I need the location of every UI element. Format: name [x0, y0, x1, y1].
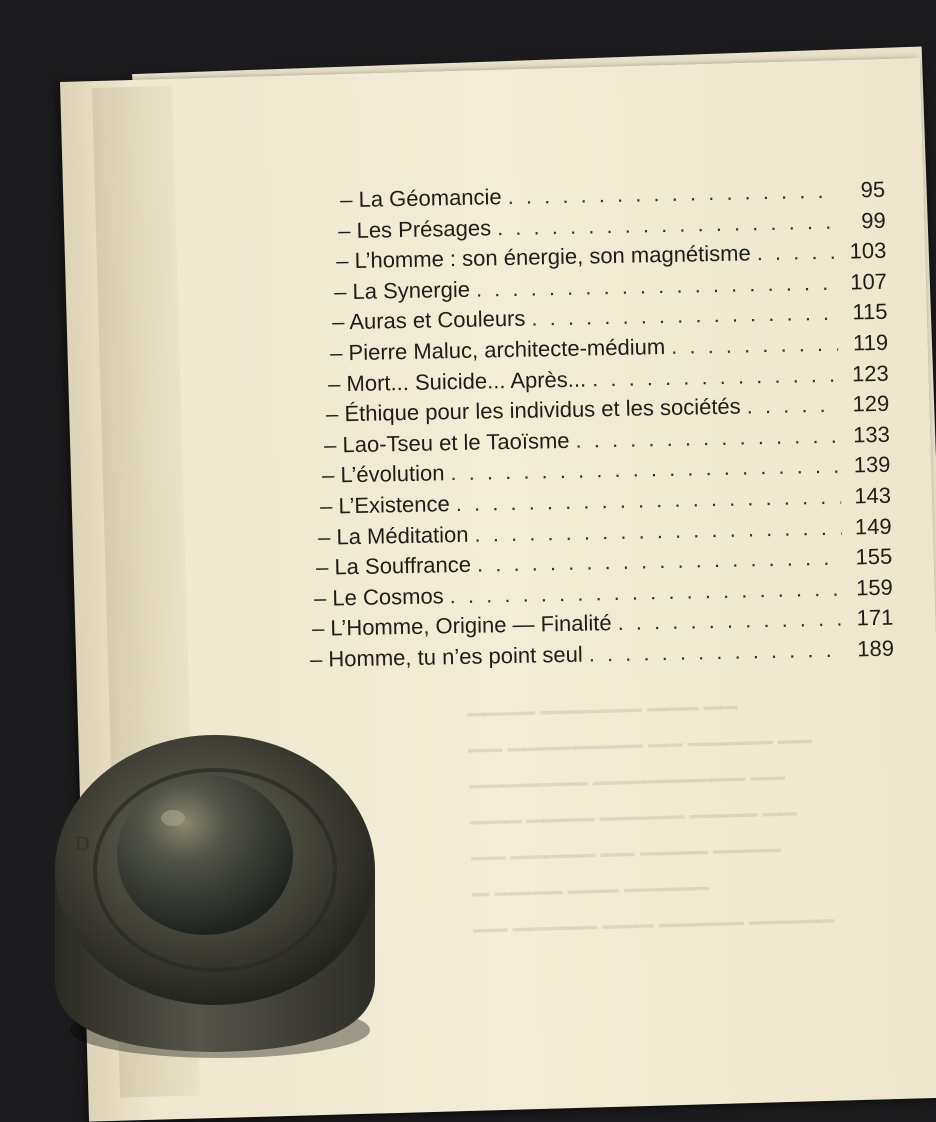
- toc-leader-dots: [531, 300, 838, 332]
- toc-entry-title: – L’homme : son énergie, son magnétisme: [335, 240, 751, 274]
- toc-leader-dots: [497, 208, 836, 240]
- toc-leader-dots: [592, 361, 839, 392]
- toc-entry-page: 123: [851, 360, 889, 386]
- toc-leader-dots: [507, 178, 835, 210]
- toc-entry-title: – Homme, tu n’es point seul: [309, 641, 583, 672]
- toc-leader-dots: [617, 606, 843, 636]
- brass-weight: [45, 730, 380, 1060]
- toc-entry-page: 129: [852, 390, 890, 417]
- toc-entry-page: 149: [854, 513, 892, 539]
- toc-leader-dots: [476, 269, 837, 302]
- toc-entry-page: 139: [853, 452, 891, 478]
- toc-entry-page: 119: [852, 329, 889, 356]
- toc-entry-page: 155: [855, 543, 893, 570]
- toc-entry-title: – Lao-Tseu et le Taoïsme: [323, 427, 570, 458]
- toc-entry-page: 143: [854, 482, 892, 509]
- toc-leader-dots: [588, 637, 844, 668]
- toc-leader-dots: [477, 545, 843, 578]
- toc-entry-title: – L’Homme, Origine — Finalité: [311, 610, 612, 642]
- toc-entry-page: 189: [856, 635, 895, 662]
- toc-entry-page: 107: [849, 268, 888, 295]
- toc-entry-title: – Éthique pour les individus et les sociétés: [325, 393, 741, 427]
- toc-entry-page: 133: [852, 421, 891, 448]
- toc-entry-title: – La Méditation: [317, 521, 469, 550]
- toc-entry-title: – Le Cosmos: [313, 583, 444, 611]
- toc-entry-title: – La Souffrance: [315, 551, 472, 580]
- weight-engraving: D: [75, 833, 90, 855]
- toc-entry-title: – Les Présages: [337, 214, 492, 243]
- toc-entry-title: – La Géomancie: [339, 184, 502, 213]
- toc-entry-title: – Mort... Suicide... Après...: [327, 366, 587, 397]
- toc-entry-page: 95: [860, 176, 886, 203]
- toc-entry-title: – Pierre Maluc, architecte-médium: [329, 333, 666, 366]
- toc-entry-title: – L’Existence: [319, 491, 450, 519]
- toc-entry-title: – La Synergie: [333, 276, 471, 305]
- toc-leader-dots: [575, 422, 840, 453]
- toc-leader-dots: [756, 239, 836, 267]
- toc-entry-page: 115: [852, 299, 888, 325]
- toc-entry-page: 103: [849, 237, 887, 264]
- toc-entry-title: – Auras et Couleurs: [331, 306, 526, 335]
- toc-entry-page: 99: [860, 207, 886, 233]
- toc-leader-dots: [671, 331, 838, 360]
- table-of-contents: [300, 177, 894, 678]
- toc-entry-title: – L’évolution: [321, 460, 445, 488]
- show-through-text: ▁▁▁▁ ▁▁▁▁▁▁ ▁▁▁ ▁▁ ▁▁ ▁▁▁▁▁▁▁▁ ▁▁ ▁▁▁▁▁ ▁▁ ▁▁▁▁▁▁▁ ▁▁▁▁▁▁▁▁▁ ▁▁ ▁▁▁ ▁▁▁▁ ▁▁▁▁▁ ▁▁▁▁ ▁▁ ▁▁ ▁▁▁▁▁ ▁▁ ▁▁▁▁ ▁▁▁▁ ▁ ▁▁▁▁ ▁▁▁ ▁▁▁▁▁ ▁▁ ▁▁▁▁▁ ▁▁▁ ▁▁▁▁▁ ▁▁▁▁▁: [466, 683, 834, 933]
- toc-leader-dots: [746, 392, 839, 420]
- toc-entry-page: 159: [855, 574, 894, 601]
- toc-entry-page: 171: [856, 605, 894, 631]
